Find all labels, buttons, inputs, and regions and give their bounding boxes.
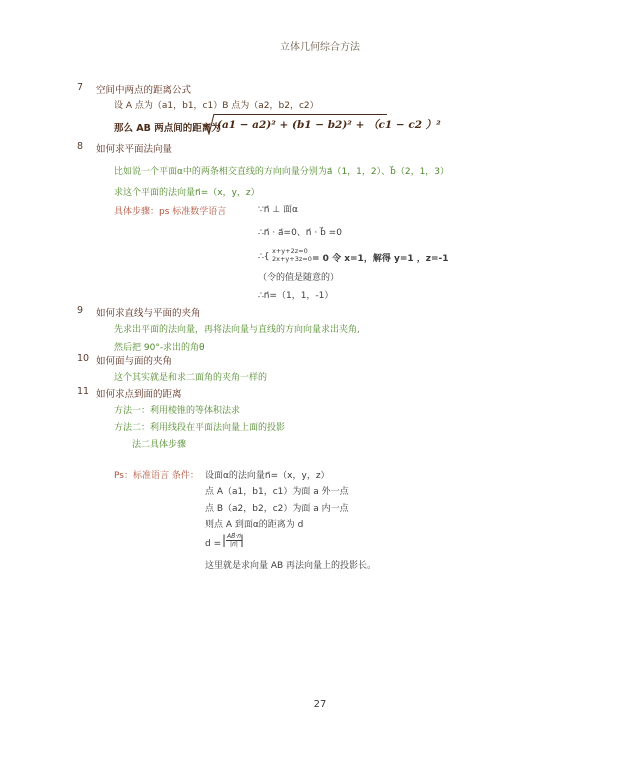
section-7-title: 空间中两点的距离公式 (96, 85, 192, 96)
equation-1: x+y+2z=0 (272, 247, 308, 255)
section-8-example: 比如说一个平面α中的两条相交直线的方向向量分别为a⃗（1，1，2）、b⃗（2，1，3） (114, 167, 450, 177)
step-note: （令的值是随意的） (258, 273, 340, 283)
section-11-method-2-steps: 法二具体步骤 (132, 440, 187, 450)
condition-point-a: 点 A（a1，b1，c1）为面 a 外一点 (205, 487, 349, 497)
distance-formula-expression: (a1 − a2)² + (b1 − b2)² + （c1 − c2 ）² (217, 119, 441, 131)
section-7-points: 设 A 点为（a1，b1，c1）B 点为（a2，b2，c2） (114, 101, 319, 111)
section-8-number: 8 (77, 141, 84, 152)
projection-note: 这里就是求向量 AB 再法向量上的投影长。 (205, 561, 377, 571)
section-9-number: 9 (77, 305, 84, 316)
step-dot-products: ∴n⃗ · a⃗=0、n⃗ · b⃗ =0 (258, 228, 342, 238)
distance-d-label: d = (205, 539, 222, 549)
section-9-line1: 先求出平面的法向量，再将法向量与直线的方向向量求出夹角, (114, 325, 360, 335)
section-11-title: 如何求点到面的距离 (96, 389, 182, 400)
section-7-distance-label: 那么 AB 两点间的距离为 (114, 123, 221, 134)
fraction-denominator: |n⃗| (230, 541, 238, 548)
section-9-line2: 然后把 90°-求出的角θ (114, 343, 205, 353)
abs-bar-right: | (240, 533, 245, 547)
section-10-line1: 这个其实就是和求二面角的夹角一样的 (114, 373, 268, 383)
section-8-steps-label: 具体步骤：ps 标准数学语言 (114, 207, 227, 217)
section-10-number: 10 (77, 353, 90, 364)
section-11-method-1: 方法一：利用棱锥的等体积法求 (114, 406, 241, 416)
section-11-number: 11 (77, 386, 90, 397)
sqrt-bar (214, 114, 387, 115)
step-system-brace: ∴{ (258, 252, 270, 262)
section-7-number: 7 (77, 82, 84, 93)
section-8-title: 如何求平面法向量 (96, 144, 173, 155)
sqrt-symbol (203, 113, 215, 135)
condition-distance: 则点 A 到面α的距离为 d (205, 520, 304, 530)
abs-bar-left: | (222, 533, 227, 547)
equation-system (272, 247, 312, 263)
step-perpendicular: ∵n⃗ ⊥ 面α (258, 205, 298, 215)
step-result: ∴n⃗=（1，1，-1） (258, 291, 334, 301)
step-solve: = 0 令 x=1，解得 y=1 ，z=-1 (312, 254, 449, 264)
condition-normal-vector: 设面α的法向量n⃗=（x，y，z） (205, 471, 330, 481)
fraction-numerator: AB⃗·n⃗ (227, 533, 241, 540)
section-8-normal-vector: 求这个平面的法向量n⃗=（x，y，z） (114, 188, 260, 198)
section-11-method-2: 方法二：利用线段在平面法向量上面的投影 (114, 423, 286, 433)
condition-point-b: 点 B（a2，b2，c2）为面 a 内一点 (205, 504, 349, 514)
section-10-title: 如何面与面的夹角 (96, 356, 173, 367)
page-header: 立体几何综合方法 (280, 42, 360, 53)
equation-2: 2x+y+3z=0 (272, 255, 312, 263)
page-number: 27 (313, 699, 327, 710)
ps-condition-label: Ps：标准语言 条件： (114, 471, 199, 481)
section-9-title: 如何求直线与平面的夹角 (96, 308, 201, 319)
